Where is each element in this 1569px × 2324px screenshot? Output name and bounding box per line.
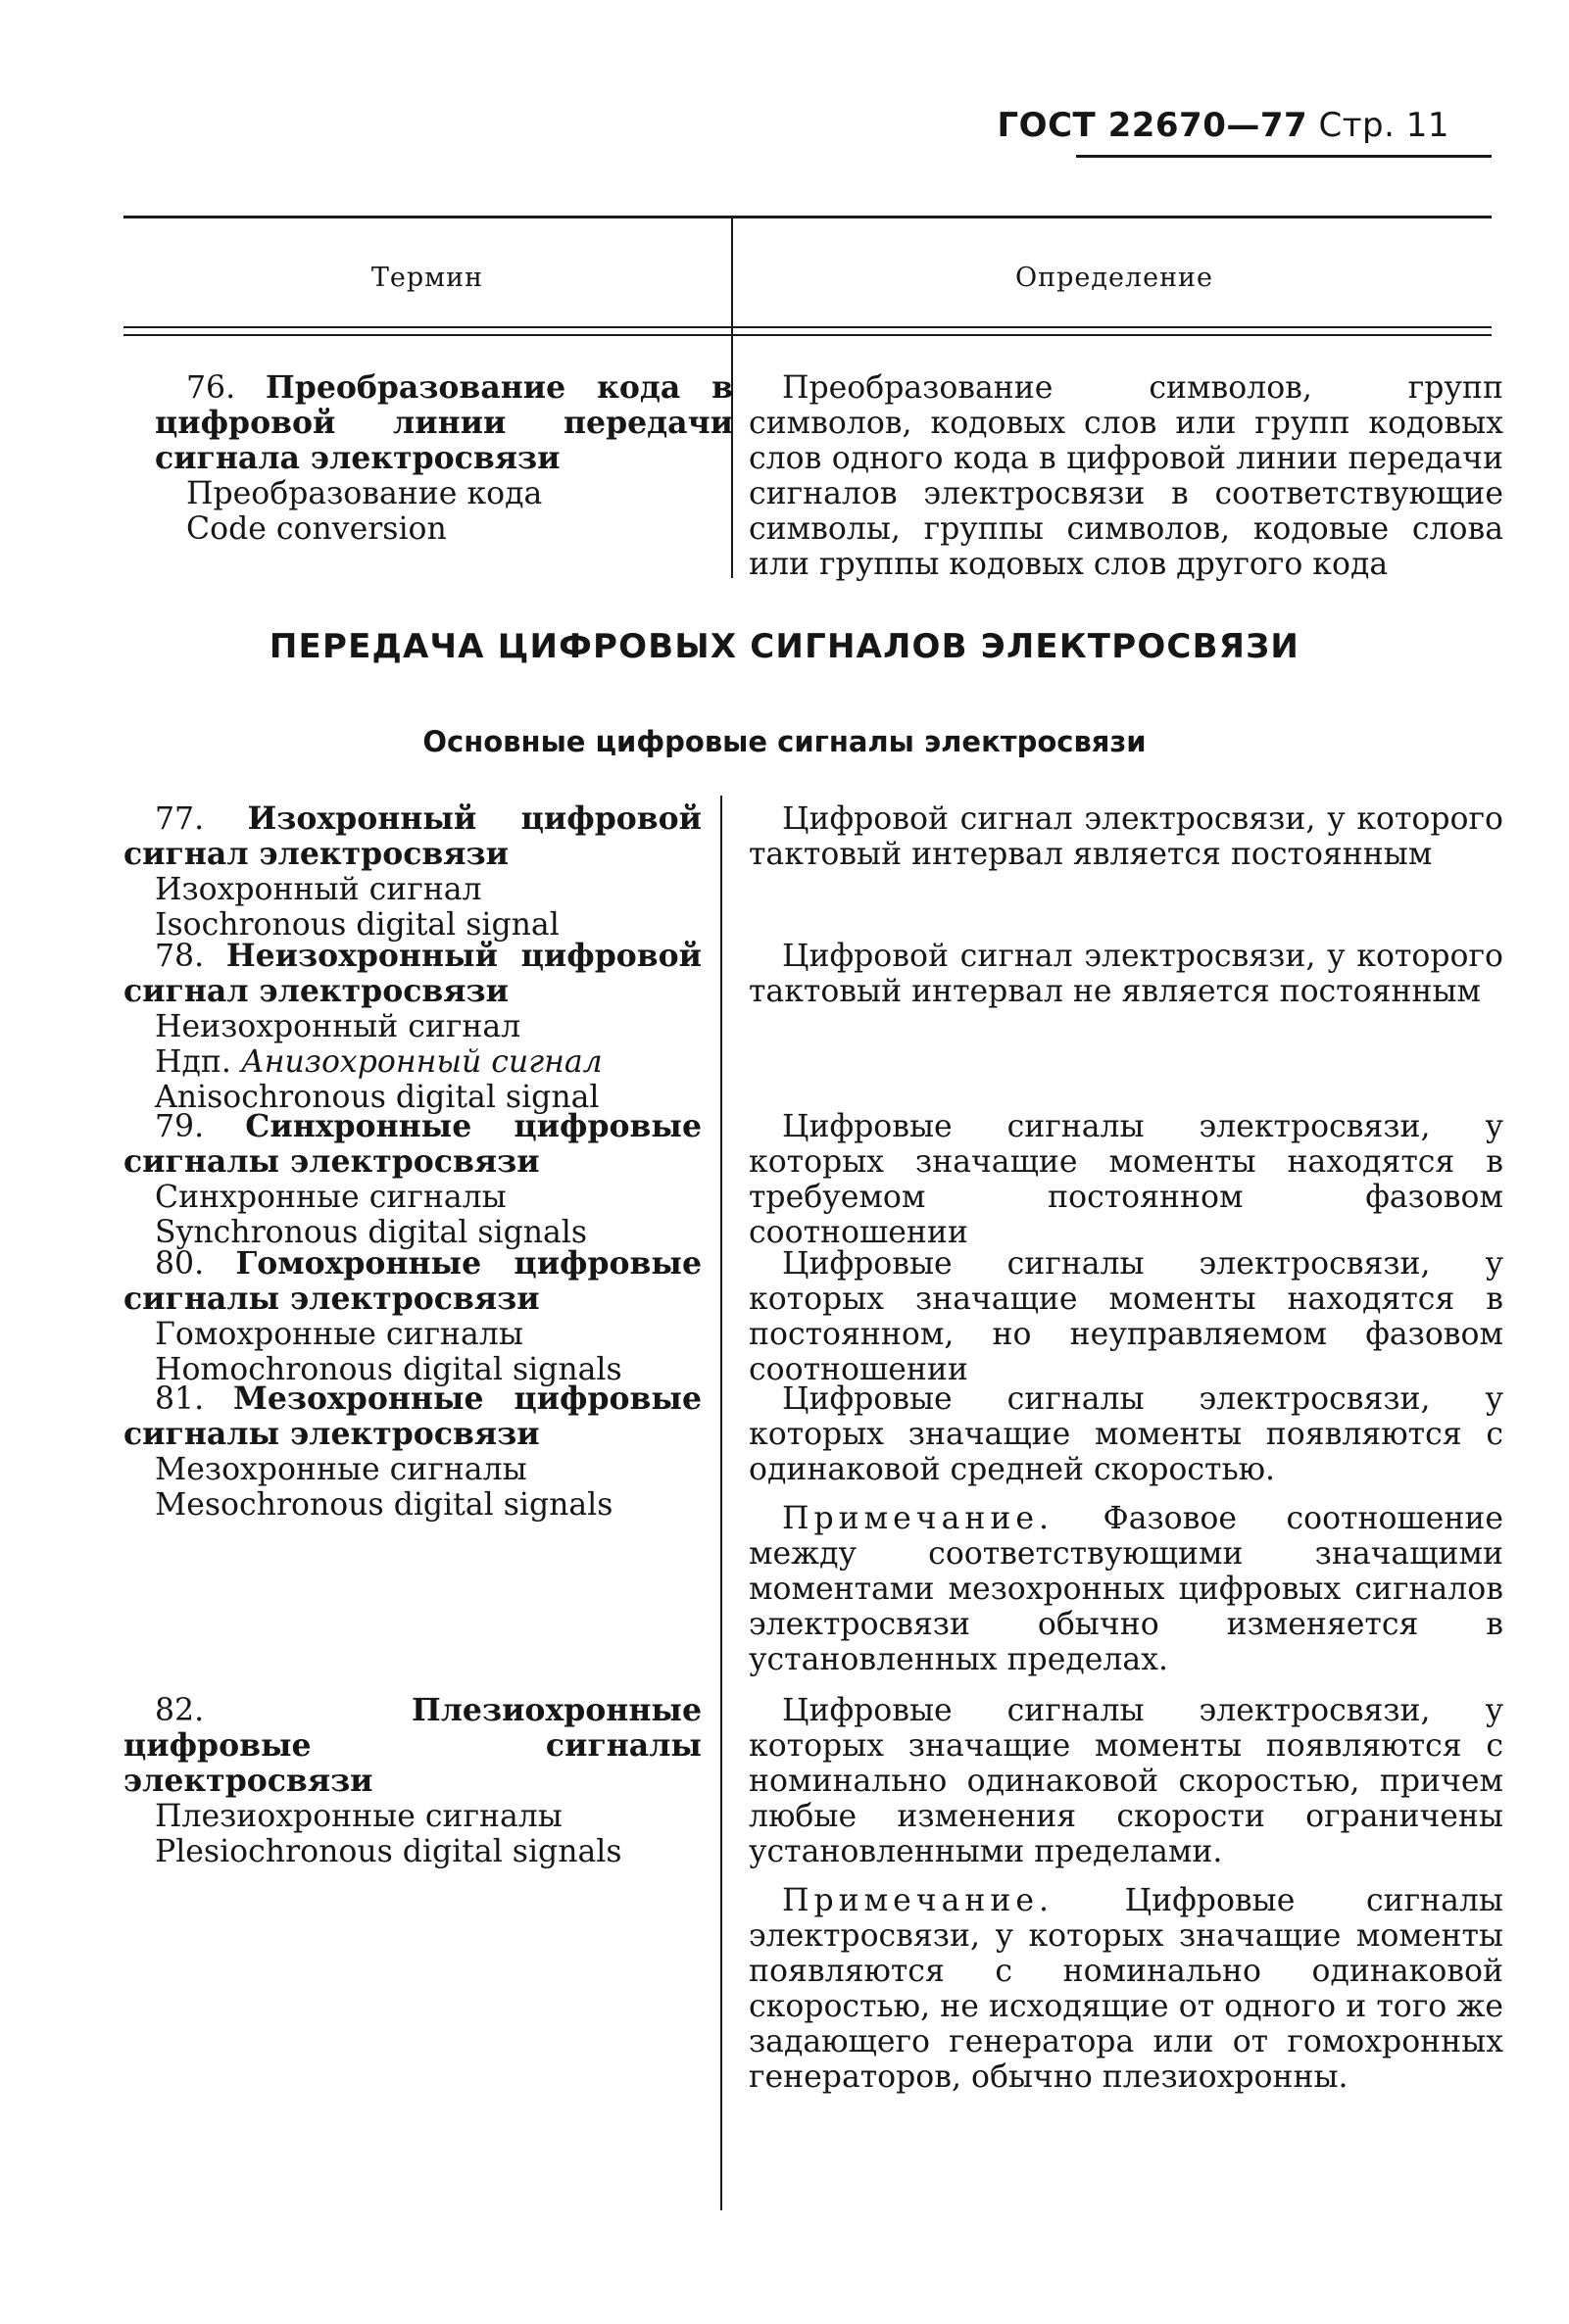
definition-text: Цифровые сигналы электросвязи, у которых значащие моменты появляются с номинально одинаковой скоростью, причем любые изменения скорости ограничены установленными пределами. [749, 1693, 1503, 1869]
term-number: 79. [155, 1109, 205, 1144]
subsection-title: Основные цифровые сигналы электросвязи [422, 725, 1147, 758]
definition-text: Цифровой сигнал электросвязи, у которого тактовый интервал не является постоянным [749, 939, 1503, 1009]
note-label: Примечание. [782, 1501, 1054, 1536]
term-number: 82. [155, 1693, 205, 1728]
term-heading [123, 801, 702, 872]
term-entry-77 [123, 801, 702, 943]
term-synonym: Плезиохронные сигналы [155, 1799, 563, 1834]
column-header-definition: Определение [1014, 263, 1214, 293]
table-header-rule [123, 326, 1492, 328]
term-entry-78 [123, 939, 702, 1115]
term-name: Плезиохронные цифровые сигналы электросвязи [123, 1692, 702, 1799]
definition-entry-81 [749, 1381, 1503, 1677]
term-name: Мезохронные цифровые сигналы электросвязи [123, 1380, 702, 1452]
term-name: Синхронные цифровые сигналы электросвязи [123, 1108, 702, 1180]
term-heading [123, 1693, 702, 1799]
note-text: Фазовое соотношение между соответствующими значащими моментами мезохронных цифровых сигналов электросвязи обычно изменяется в установленных пределах. [749, 1501, 1503, 1677]
term-number: 77. [155, 801, 205, 837]
deprecated-prefix: Ндп. [155, 1044, 231, 1080]
term-name: Изохронный цифровой сигнал электросвязи [123, 800, 702, 872]
column-divider-main [720, 796, 722, 2210]
term-entry-82 [123, 1693, 702, 1869]
table-top-rule [123, 216, 1492, 218]
section-title: ПЕРЕДАЧА ЦИФРОВЫХ СИГНАЛОВ ЭЛЕКТРОСВЯЗИ [269, 627, 1300, 666]
term-entry-79 [123, 1109, 702, 1250]
definition-text: Цифровые сигналы электросвязи, у которых значащие моменты появляются с одинаковой средней скоростью. [749, 1381, 1503, 1487]
term-heading [123, 939, 702, 1009]
column-divider-header [731, 218, 733, 335]
table-header-rule-double [123, 334, 1492, 336]
definition-entry-78 [749, 939, 1503, 1009]
term-entry-76 [155, 370, 733, 547]
term-number: 76. [186, 370, 236, 406]
term-synonym: Мезохронные сигналы [155, 1452, 527, 1487]
term-synonym: Преобразование кода [186, 476, 543, 511]
definition-entry-77 [749, 801, 1503, 872]
term-english: Homochronous digital signals [155, 1352, 622, 1387]
note-label: Примечание. [782, 1883, 1054, 1918]
column-header-term: Термин [370, 263, 484, 293]
deprecated-term: Анизохронный сигнал [240, 1044, 603, 1080]
term-heading [123, 1381, 702, 1452]
definition-note [749, 1883, 1503, 2095]
term-english: Anisochronous digital signal [155, 1080, 600, 1115]
header-rule [1076, 155, 1492, 158]
term-synonym: Изохронный сигнал [155, 872, 482, 907]
term-heading [123, 1246, 702, 1317]
page-number: Стр. 11 [1318, 106, 1449, 145]
definition-text: Цифровые сигналы электросвязи, у которых значащие моменты находятся в требуемом постоянном фазовом соотношении [749, 1109, 1503, 1250]
term-name: Неизохронный цифровой сигнал электросвязи [123, 938, 702, 1009]
term-english: Plesiochronous digital signals [155, 1834, 622, 1869]
definition-entry-82 [749, 1693, 1503, 2095]
term-synonym: Гомохронные сигналы [155, 1317, 523, 1352]
definition-text: Цифровой сигнал электросвязи, у которого тактовый интервал является постоянным [749, 801, 1503, 872]
definition-entry-79 [749, 1109, 1503, 1250]
term-english: Synchronous digital signals [155, 1215, 588, 1250]
term-number: 80. [155, 1246, 205, 1282]
term-name: Гомохронные цифровые сигналы электросвязи [123, 1245, 703, 1317]
term-entry-81 [123, 1381, 702, 1523]
term-english: Code conversion [186, 511, 447, 547]
term-english: Isochronous digital signal [155, 907, 560, 943]
term-deprecated [123, 1044, 702, 1080]
note-text: Цифровые сигналы электросвязи, у которых значащие моменты появляются с номинально одинаковой скоростью, не исходящие от одного и того же задающего генератора или от гомохронных генераторов, обычно плезиохронны. [749, 1883, 1503, 2095]
term-entry-80 [123, 1246, 702, 1387]
term-number: 78. [155, 939, 205, 974]
term-english: Mesochronous digital signals [155, 1487, 613, 1523]
definition-entry-80 [749, 1246, 1503, 1387]
definition-text: Цифровые сигналы электросвязи, у которых значащие моменты находятся в постоянном, но неуправляемом фазовом соотношении [749, 1246, 1503, 1387]
definition-text: Преобразование символов, групп символов, кодовых слов или групп кодовых слов одного кода в цифровой линии передачи сигналов электросвязи в соответствующие символы, группы символов, кодовые слова или группы кодовых слов другого кода [749, 370, 1503, 582]
definition-entry-76 [749, 370, 1503, 582]
term-name: Преобразование кода в цифровой линии передачи сигнала электросвязи [155, 369, 734, 476]
running-header [998, 106, 1449, 145]
definition-note [749, 1501, 1503, 1677]
term-number: 81. [155, 1381, 205, 1417]
term-synonym: Неизохронный сигнал [155, 1009, 521, 1044]
term-heading [123, 1109, 702, 1180]
term-heading [155, 370, 733, 476]
term-synonym: Синхронные сигналы [155, 1180, 507, 1215]
standard-number: ГОСТ 22670—77 [997, 106, 1308, 145]
